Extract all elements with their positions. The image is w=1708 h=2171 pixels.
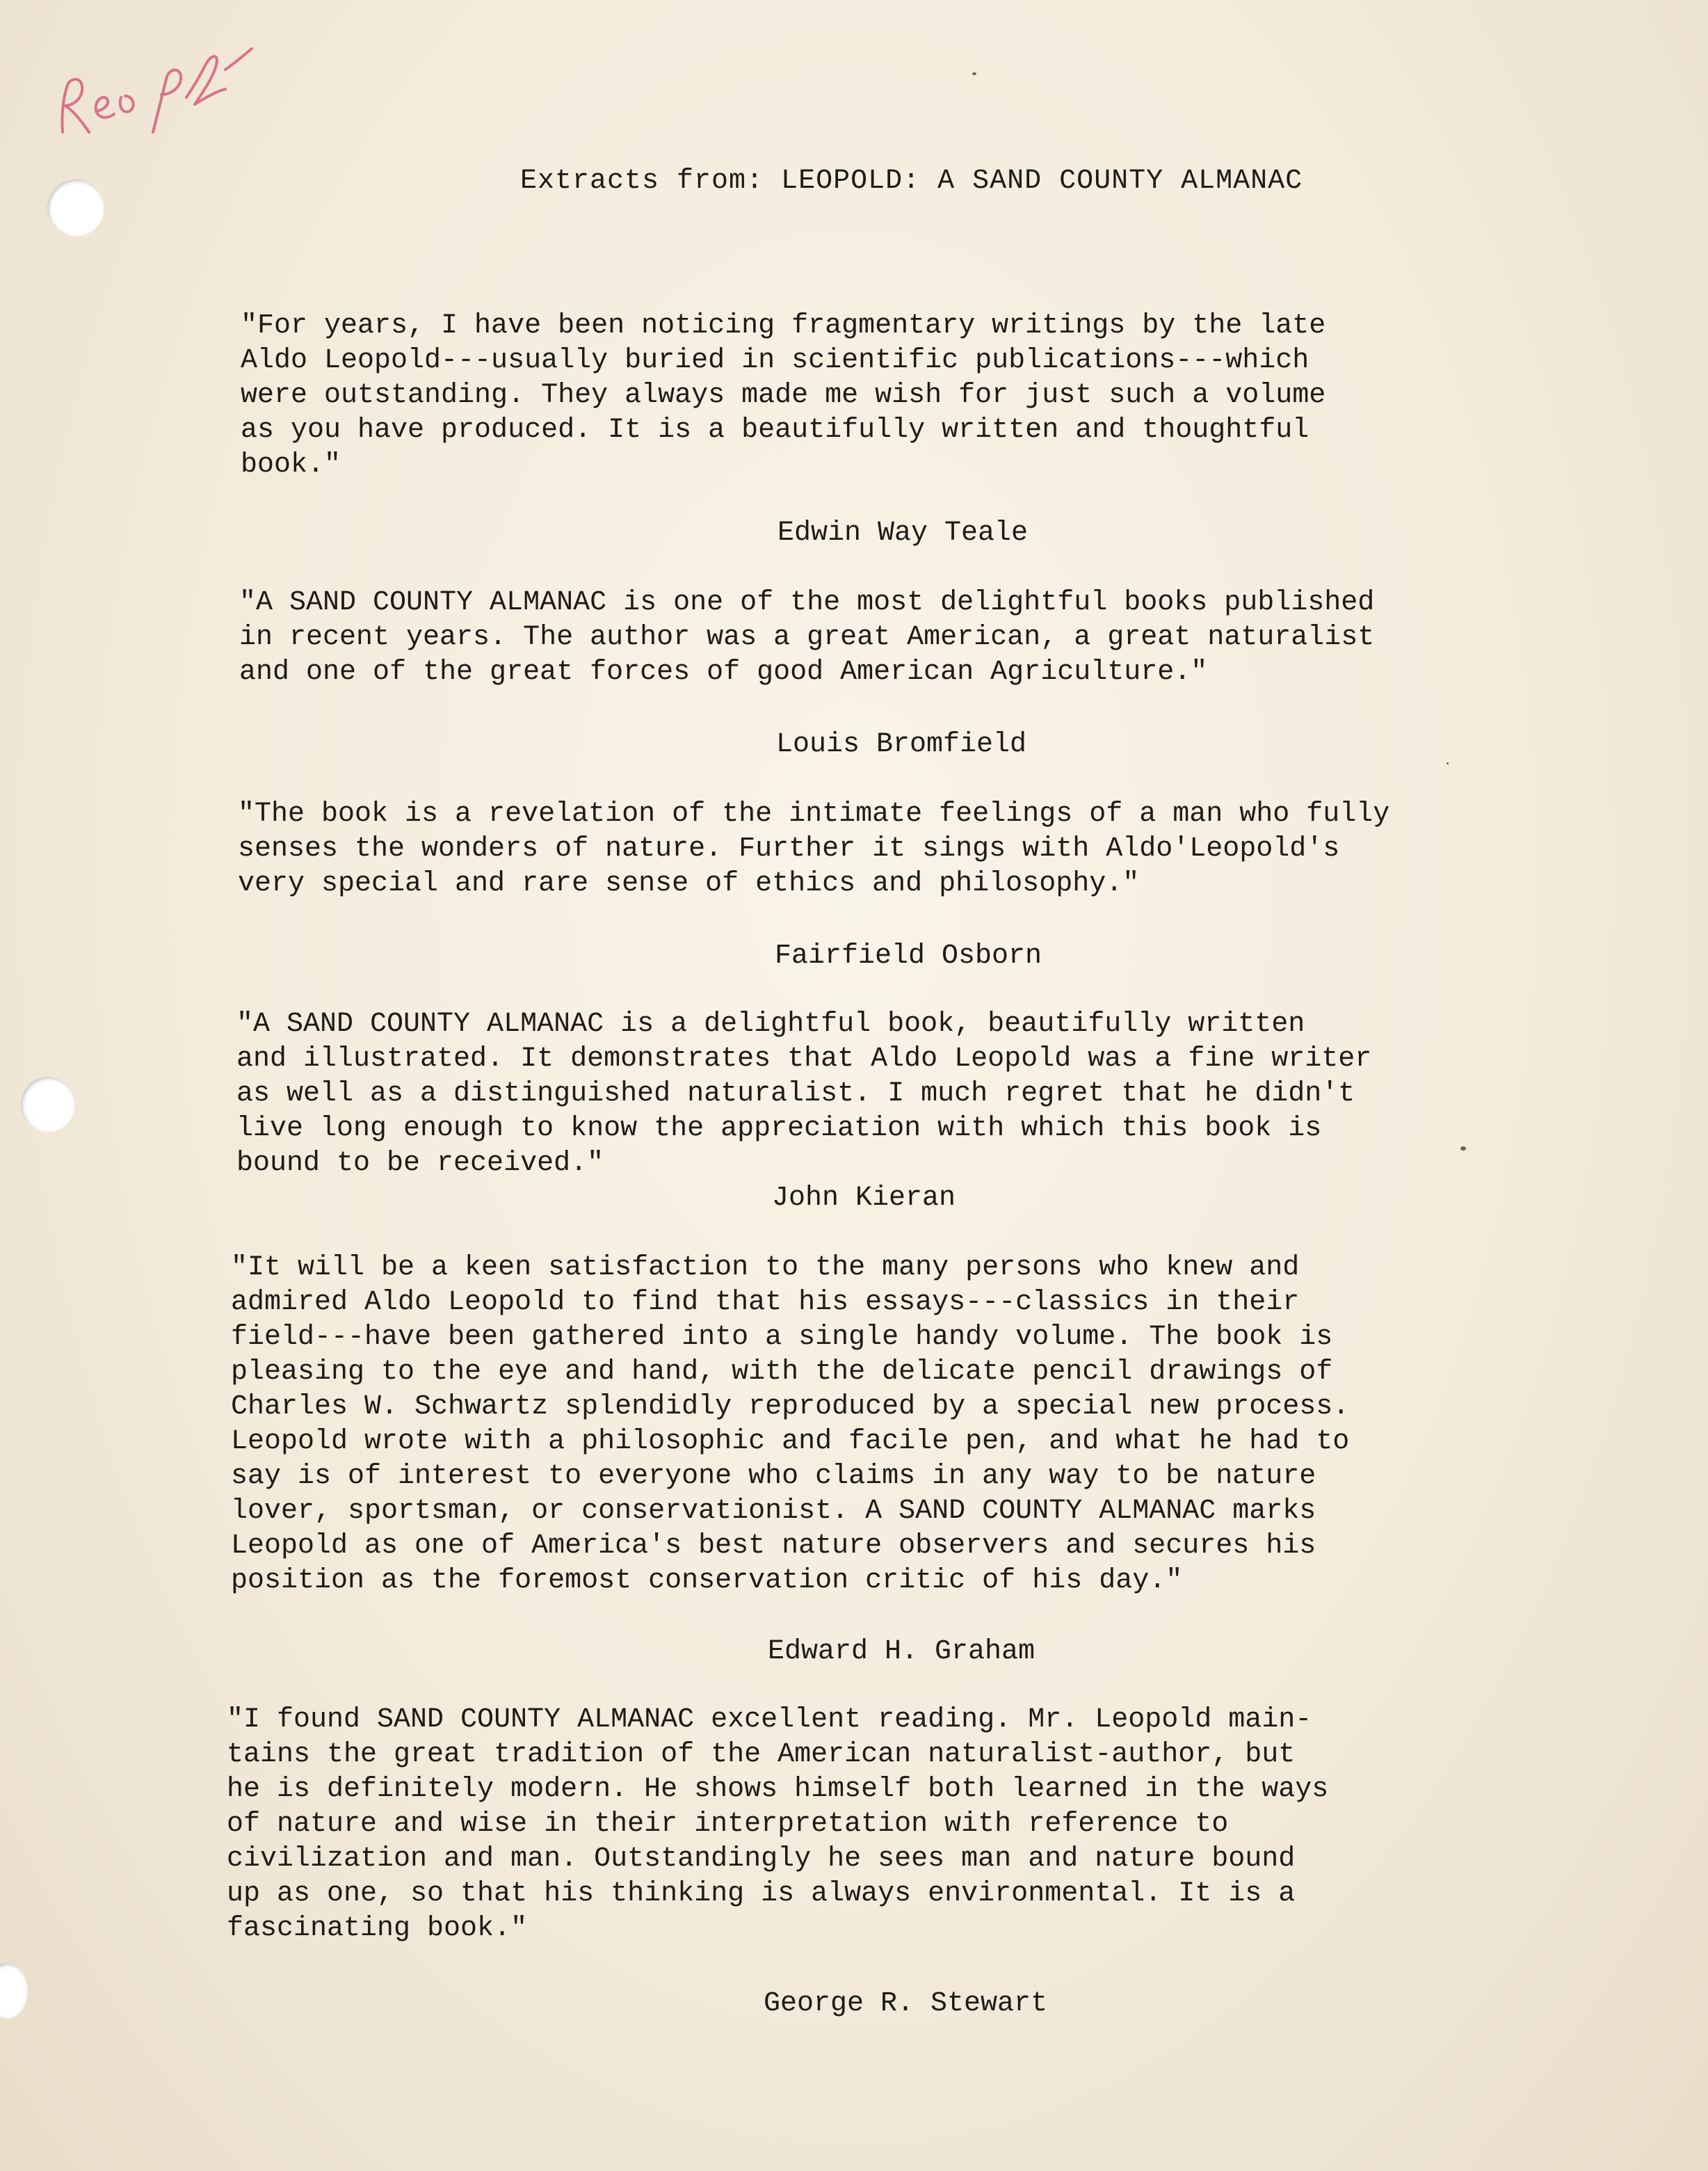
- paper-speck: [972, 72, 976, 75]
- paper-speck: [1447, 762, 1449, 764]
- quote-author: John Kieran: [772, 1183, 956, 1214]
- quote-text: "I found SAND COUNTY ALMANAC excellent reading. Mr. Leopold main- tains the great tradition of the American naturalist-author, but he is definitely modern. He shows himself both learned in the ways of nature and wise in their interpretation with reference to civilization and man. Outstandingly he sees man and nature bound up as one, so that his thinking is always environmental. It is a fascinating book.": [227, 1704, 1329, 1944]
- paper-speck: [1460, 1146, 1466, 1151]
- quote-text: "It will be a keen satisfaction to the many persons who knew and admired Aldo Leopold to find that his essays---classics in their field---have been gathered into a single handy volume. The book is pleasing to the eye and hand, with the delicate pencil drawings of Charles W. Schwartz splendidly reproduced by a special new process. Leopold wrote with a philosophic and facile pen, and what he had to say is of interest to everyone who claims in any way to be nature lover, sportsman, or conservationist. A SAND COUNTY ALMANAC marks Leopold as one of America's best nature observers and secures his position as the foremost conservation critic of his day.": [231, 1252, 1350, 1596]
- quote-author: Edwin Way Teale: [778, 518, 1029, 549]
- punch-hole-bottom: [0, 1963, 28, 2019]
- quote-author: Louis Bromfield: [776, 729, 1027, 760]
- punch-hole-top: [47, 179, 104, 237]
- quote-author: Fairfield Osborn: [775, 940, 1042, 972]
- quote-author: George R. Stewart: [764, 1988, 1048, 2019]
- punch-hole-middle: [21, 1077, 75, 1132]
- quote-text: "A SAND COUNTY ALMANAC is a delightful book, beautifully written and illustrated. It demonstrates that Aldo Leopold was a fine writer as well as a distinguished naturalist. I much regret that he didn't live long enough to know the appreciation with which this book is bound to be received.": [236, 1009, 1372, 1179]
- quote-author: Edward H. Graham: [768, 1636, 1036, 1667]
- margin-note-text: Re: Pub: [56, 28, 58, 29]
- document-title: Extracts from: LEOPOLD: A SAND COUNTY ALMANAC: [520, 166, 1303, 197]
- handwritten-margin-note: [56, 28, 264, 153]
- quote-text: "A SAND COUNTY ALMANAC is one of the most delightful books published in recent years. The author was a great American, a great naturalist and one of the great forces of good American Agriculture.": [239, 587, 1375, 688]
- quote-text: "For years, I have been noticing fragmentary writings by the late Aldo Leopold---usually buried in scientific publications---which were outstanding. They always made me wish for just such a volume as you have produced. It is a beautifully written and thoughtful book.": [241, 310, 1326, 481]
- quote-text: "The book is a revelation of the intimate feelings of a man who fully senses the wonders of nature. Further it sings with Aldo'Leopold's very special and rare sense of ethics and philosophy.": [238, 799, 1390, 899]
